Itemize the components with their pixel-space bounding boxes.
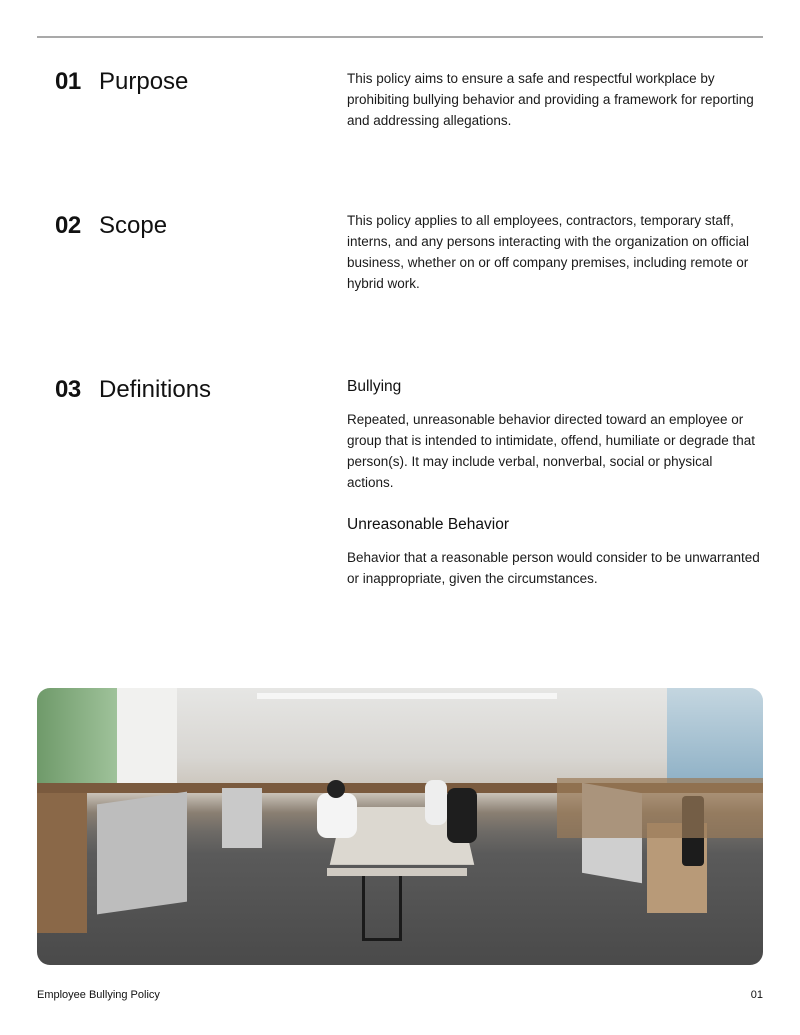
section-heading-purpose — [55, 68, 188, 96]
definition-term-bullying: Bullying — [347, 378, 402, 395]
page-number: 01 — [750, 989, 763, 1001]
definition-text-unreasonable-behavior: Behavior that a reasonable person would consider to be unwarranted or inappropriate, given the circumstances. — [347, 550, 760, 586]
section-heading-scope — [55, 212, 167, 240]
top-divider — [37, 36, 763, 38]
section-number: 02 — [55, 212, 81, 239]
purpose-text: This policy aims to ensure a safe and respectful workplace by prohibiting bullying behavior and providing a framework for reporting and addressing allegations. — [347, 71, 754, 128]
section-number: 01 — [55, 68, 81, 95]
scope-text: This policy applies to all employees, contractors, temporary staff, interns, and any persons interacting with the organization on official business, whether on or off company premises, including remote or hybrid work. — [347, 213, 749, 291]
section-title: Purpose — [99, 68, 189, 95]
section-title: Definitions — [99, 376, 212, 403]
definition-text-bullying: Repeated, unreasonable behavior directed toward an employee or group that is intended to intimidate, offend, humiliate or degrade that person(s). It may include verbal, nonverbal, social or physical actions. — [347, 412, 756, 490]
office-photo — [37, 688, 763, 965]
section-number: 03 — [55, 376, 81, 403]
footer-title: Employee Bullying Policy — [37, 989, 160, 1001]
definition-term-unreasonable-behavior: Unreasonable Behavior — [347, 516, 509, 533]
section-title: Scope — [99, 212, 168, 239]
section-heading-definitions — [55, 376, 211, 404]
